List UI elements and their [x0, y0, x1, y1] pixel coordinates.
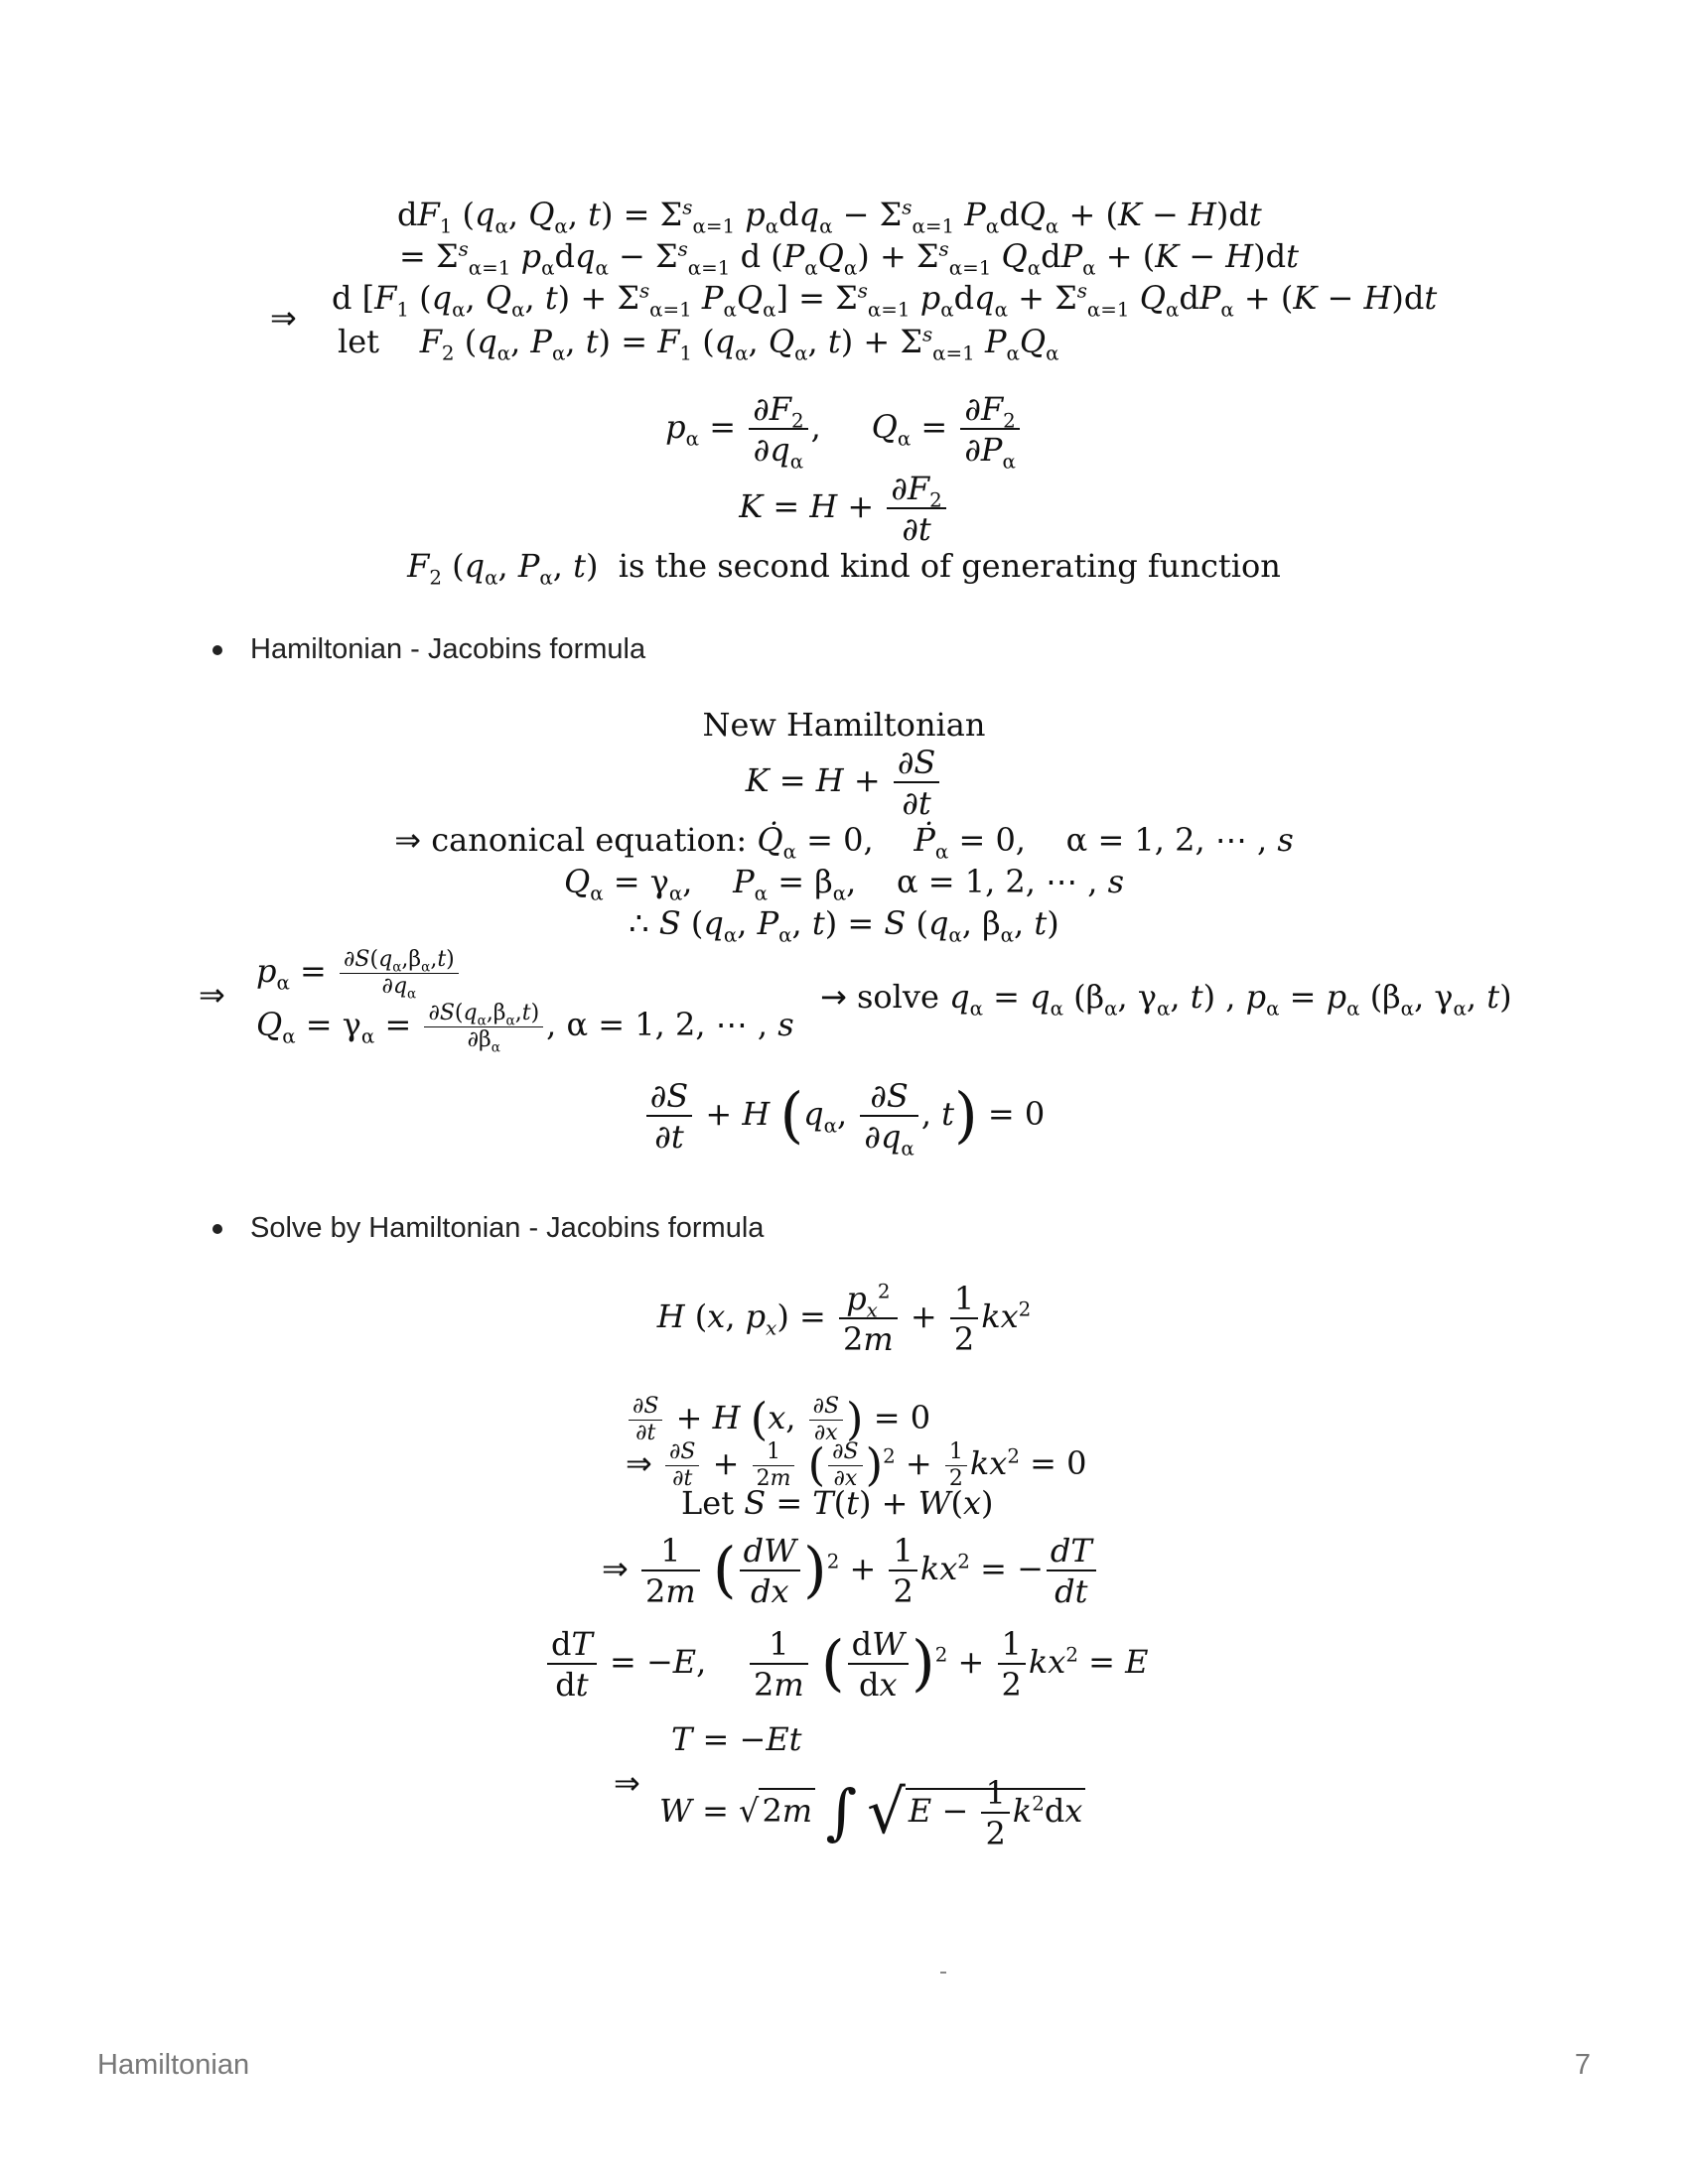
eq-p-Q-from-F2: $p_\alpha$ = $\frac{\partial F_2}{\partial q_\alpha}$ , $Q_\alpha$ = $\frac{\partial F_2}{\partial P_\alpha}$	[0, 393, 1688, 466]
implies-arrow: ⇒	[199, 976, 225, 1014]
bullet-solve-hamilton-jacobi: Solve by Hamiltonian - Jacobins formula	[250, 1212, 765, 1244]
eq-separation-ansatz: Let S = 𝑇(𝑡) + 𝑊(𝑥)	[681, 1484, 994, 1522]
page-mark	[940, 1972, 946, 1974]
implies-arrow: ⇒	[270, 299, 297, 337]
eq-canonical: ⇒ canonical equation: $Q̇_\alpha = 0$, Ṗ$_\alpha$ = 0, α = 1, 2, ⋯ , s	[394, 821, 1294, 864]
eq-solve-q-p: → solve $q_\alpha = q_\alpha$ ($\beta_\alpha$, $\gamma_\alpha$, t) , $p_\alpha = p_\alpha$ ($\beta_\alpha$, $\gamma_\alpha$, t)	[820, 978, 1512, 1021]
eq-constants: $Q_\alpha = \gamma_\alpha$, $P_\alpha = \beta_\alpha$, α = 1, 2, ⋯ , s	[563, 863, 1125, 905]
eq-K-from-S: K = H + $\frac{\partial S}{\partial t}$	[0, 747, 1688, 819]
eq-W-integral: W = √2m ∫ √E − $\frac{1}{2}$ $k^2dx$	[659, 1777, 1085, 1849]
eq-K-from-F2: K = H + $\frac{\partial F_2}{\partial t}$	[0, 473, 1688, 545]
implies-arrow: ⇒	[614, 1764, 640, 1802]
eq-energy-split: $\frac{dT}{dt}$ = −E, $\frac{1}{2m}$ ( $\frac{dW}{dx}$ )$^2$ + $\frac{1}{2}$ $kx^2 = E$	[544, 1628, 1148, 1701]
bullet-dot	[212, 1224, 222, 1234]
eq-Q-from-S: $Q_\alpha = \gamma_\alpha$ = $\frac{\partial S(q_\alpha,\beta_\alpha,t)}{\partial\beta_\alpha}$ , α = 1, 2, ⋯ , s	[256, 1001, 794, 1056]
new-hamiltonian-label: New Hamiltonian	[702, 706, 986, 744]
F2-description-text: is the second kind of generating function	[618, 547, 1281, 585]
eq-p-from-S: $p_\alpha$ = $\frac{\partial S(q_\alpha,\beta_\alpha,t)}{\partial q_\alpha}$	[256, 949, 462, 998]
bullet-dot	[212, 645, 222, 655]
bullet-hamilton-jacobi: Hamiltonian - Jacobins formula	[250, 633, 646, 665]
eq-hj-oscillator: $\frac{\partial S}{\partial t}$ + H (x, $\frac{\partial S}{\partial x}$ ) = 0	[626, 1396, 930, 1444]
footer-title: Hamiltonian	[97, 2049, 250, 2081]
eq-T-solution: T = −Et	[671, 1720, 802, 1758]
separation-expr: 𝑇(𝑡) + 𝑊(𝑥)	[812, 1484, 994, 1522]
eq-S-substitution: ∴ S ($q_\alpha$, $P_\alpha$, t) = S ($q_\alpha$, $\beta_\alpha$, t)	[629, 904, 1059, 947]
eq-hamilton-jacobi: $\frac{\partial S}{\partial t}$ + H ($q_\alpha$, $\frac{\partial S}{\partial q_\alpha}$ , t) = 0	[0, 1080, 1688, 1153]
F2-description: $F_2$ ($q_\alpha$, $P_\alpha$, t) is the second kind of generating function	[407, 547, 1281, 590]
eq-hj-oscillator-expanded: ⇒ $\frac{\partial S}{\partial t}$ + $\frac{1}{2m}$ ( $\frac{\partial S}{\partial x}$ )$^2$ + $\frac{1}{2}$ $kx^2 = 0$	[626, 1438, 1087, 1492]
eq-W-T-relation: ⇒ $\frac{1}{2m}$ ( $\frac{dW}{dx}$ )$^2$ + $\frac{1}{2}$ $kx^2$ = − $\frac{dT}{dt}$	[602, 1535, 1099, 1607]
eq-oscillator-hamiltonian: H (x, $p_x$) = $\frac{p_x^2}{2m}$ + $\frac{1}{2}$ $kx^2$	[656, 1280, 1032, 1358]
page-number: 7	[1574, 2049, 1591, 2081]
eq-dF1: $dF_1$ ($q_\alpha$, $Q_\alpha$, $t) = \Sigma^s_{\alpha=1}$ $p_\alpha dq_\alpha - \Sigma^s_{\alpha=1}$ $P_\alpha dQ_\alpha + (K - H)dt$	[397, 196, 1262, 238]
eq-dF1-expanded: = $\Sigma^s_{\alpha=1}$ $p_\alpha dq_\alpha - \Sigma^s_{\alpha=1}$ d $(P_\alpha Q_\alpha) + \Sigma^s_{\alpha=1}$ $Q_\alpha dP_\alpha + (K - H)dt$	[399, 237, 1299, 280]
eq-define-F2: let $F_2$ ($q_\alpha$, $P_\alpha$, $t) = F_1$ ($q_\alpha$, $Q_\alpha$, $t) + \Sigma^s_{\alpha=1}$ $P_\alpha Q_\alpha$	[338, 323, 1059, 365]
separation-let: Let	[681, 1484, 735, 1522]
eq-dF1-combined: d [$F_1$ ($q_\alpha$, $Q_\alpha$, $t) + \Sigma^s_{\alpha=1}$ $P_\alpha Q_\alpha] = \Sigma^s_{\alpha=1}$ $p_\alpha dq_\alpha + \Sigma^s_{\alpha=1}$ $Q_\alpha dP_\alpha + (K - H)dt$	[332, 279, 1438, 322]
